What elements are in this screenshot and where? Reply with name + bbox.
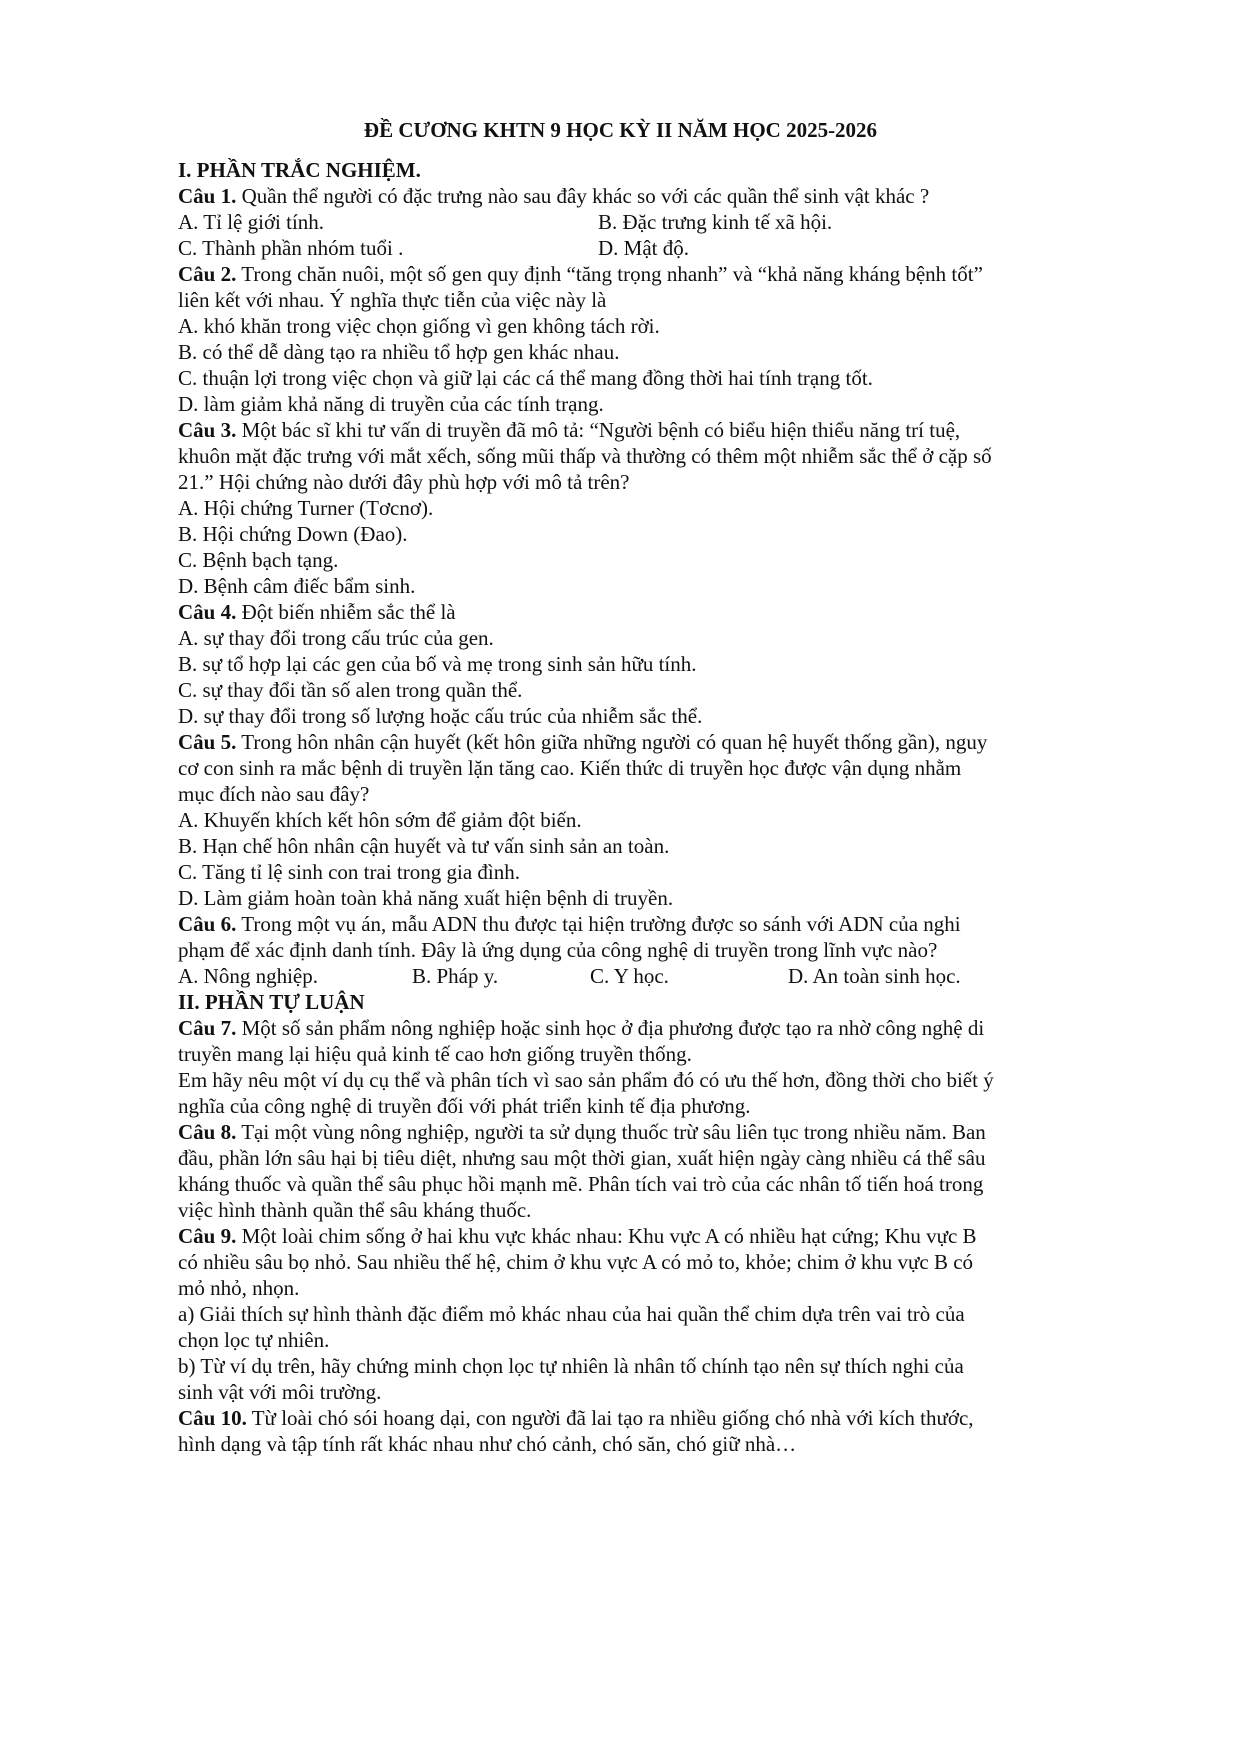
option-a: A. Tỉ lệ giới tính. — [178, 210, 325, 234]
question-6 — [178, 910, 961, 938]
option-d: D. sự thay đổi trong số lượng hoặc cấu trúc của nhiễm sắc thể. — [178, 704, 703, 728]
question-10 — [178, 1404, 974, 1432]
option-c: C. sự thay đổi tần số alen trong quần thể. — [178, 678, 523, 702]
option-d: D. làm giảm khả năng di truyền của các tính trạng. — [178, 392, 604, 416]
question-label: Câu 6. — [178, 912, 237, 936]
option-c: C. Y học. — [590, 964, 669, 988]
option-d: D. Làm giảm hoàn toàn khả năng xuất hiện bệnh di truyền. — [178, 886, 674, 910]
question-stem-line: mục đích nào sau đây? — [178, 782, 370, 806]
question-text-line: hình dạng và tập tính rất khác nhau như chó cảnh, chó săn, chó giữ nhà… — [178, 1432, 797, 1456]
option-b: B. Hạn chế hôn nhân cận huyết và tư vấn sinh sản an toàn. — [178, 834, 670, 858]
question-text-line: truyền mang lại hiệu quả kinh tế cao hơn giống truyền thống. — [178, 1042, 692, 1066]
question-text-line: sinh vật với môi trường. — [178, 1380, 382, 1404]
option-d: D. Mật độ. — [598, 236, 689, 260]
option-d: D. An toàn sinh học. — [788, 964, 961, 988]
question-stem: Đột biến nhiễm sắc thể là — [236, 600, 456, 624]
question-8 — [178, 1118, 986, 1146]
section-heading-essay: II. PHẦN TỰ LUẬN — [178, 990, 365, 1014]
option-b: B. Hội chứng Down (Đao). — [178, 522, 408, 546]
option-a: A. khó khăn trong việc chọn giống vì gen không tách rời. — [178, 314, 660, 338]
option-a: A. Khuyến khích kết hôn sớm để giảm đột biến. — [178, 808, 582, 832]
question-stem-line: 21.” Hội chứng nào dưới đây phù hợp với mô tả trên? — [178, 470, 630, 494]
question-text-line: mỏ nhỏ, nhọn. — [178, 1276, 300, 1300]
option-a: A. sự thay đổi trong cấu trúc của gen. — [178, 626, 494, 650]
question-label: Câu 9. — [178, 1224, 237, 1248]
question-text-line: a) Giải thích sự hình thành đặc điểm mỏ khác nhau của hai quần thể chim dựa trên vai trò của — [178, 1302, 965, 1326]
question-stem-line: liên kết với nhau. Ý nghĩa thực tiễn của việc này là — [178, 288, 607, 312]
option-c: C. thuận lợi trong việc chọn và giữ lại các cá thể mang đồng thời hai tính trạng tốt. — [178, 366, 873, 390]
question-5 — [178, 728, 987, 756]
option-c: C. Thành phần nhóm tuổi . — [178, 236, 404, 260]
option-b: B. Đặc trưng kinh tế xã hội. — [598, 210, 833, 234]
question-text-line: chọn lọc tự nhiên. — [178, 1328, 330, 1352]
option-d: D. Bệnh câm điếc bẩm sinh. — [178, 574, 416, 598]
question-text-line: b) Từ ví dụ trên, hãy chứng minh chọn lọc tự nhiên là nhân tố chính tạo nên sự thích nghi của — [178, 1354, 964, 1378]
question-stem-line: khuôn mặt đặc trưng với mắt xếch, sống mũi thấp và thường có thêm một nhiễm sắc thể ở cặp số — [178, 444, 992, 468]
question-label: Câu 1. — [178, 184, 237, 208]
question-text: Từ loài chó sói hoang dại, con người đã lai tạo ra nhiều giống chó nhà với kích thước, — [246, 1406, 974, 1430]
question-label: Câu 10. — [178, 1406, 247, 1430]
option-a: A. Nông nghiệp. — [178, 964, 318, 988]
question-text-line: Em hãy nêu một ví dụ cụ thể và phân tích vì sao sản phẩm đó có ưu thế hơn, đồng thời cho biết ý — [178, 1068, 994, 1092]
question-label: Câu 8. — [178, 1120, 237, 1144]
document-title: ĐỀ CƯƠNG KHTN 9 HỌC KỲ II NĂM HỌC 2025-2026 — [363, 118, 878, 142]
question-3 — [178, 416, 960, 444]
option-c: C. Tăng tỉ lệ sinh con trai trong gia đình. — [178, 860, 520, 884]
question-stem: Trong chăn nuôi, một số gen quy định “tăng trọng nhanh” và “khả năng kháng bệnh tốt” — [236, 262, 983, 286]
question-text-line: nghĩa của công nghệ di truyền đối với phát triển kinh tế địa phương. — [178, 1094, 751, 1118]
question-text: Tại một vùng nông nghiệp, người ta sử dụng thuốc trừ sâu liên tục trong nhiều năm. Ban — [236, 1120, 986, 1144]
option-c: C. Bệnh bạch tạng. — [178, 548, 339, 572]
question-9 — [178, 1222, 977, 1250]
question-text-line: đầu, phần lớn sâu hại bị tiêu diệt, nhưng sau một thời gian, xuất hiện ngày càng nhiều cá thể sâu — [178, 1146, 986, 1170]
option-b: B. sự tổ hợp lại các gen của bố và mẹ trong sinh sản hữu tính. — [178, 652, 697, 676]
question-7 — [178, 1014, 984, 1042]
option-a: A. Hội chứng Turner (Tơcnơ). — [178, 496, 434, 520]
question-stem-line: cơ con sinh ra mắc bệnh di truyền lặn tăng cao. Kiến thức di truyền học được vận dụng nhằm — [178, 756, 962, 780]
question-stem: Trong hôn nhân cận huyết (kết hôn giữa những người có quan hệ huyết thống gần), nguy — [236, 730, 988, 754]
question-label: Câu 4. — [178, 600, 237, 624]
question-text-line: kháng thuốc và quần thể sâu phục hồi mạnh mẽ. Phân tích vai trò của các nhân tố tiến hoá trong — [178, 1172, 984, 1196]
question-stem: Một bác sĩ khi tư vấn di truyền đã mô tả: “Người bệnh có biểu hiện thiểu năng trí tuệ, — [236, 418, 961, 442]
question-text-line: việc hình thành quần thể sâu kháng thuốc. — [178, 1198, 532, 1222]
question-label: Câu 5. — [178, 730, 237, 754]
question-4 — [178, 598, 456, 626]
question-2 — [178, 260, 983, 288]
question-text: Một loài chim sống ở hai khu vực khác nhau: Khu vực A có nhiều hạt cứng; Khu vực B — [236, 1224, 977, 1248]
question-label: Câu 3. — [178, 418, 237, 442]
question-stem: Trong một vụ án, mẫu ADN thu được tại hiện trường được so sánh với ADN của nghi — [236, 912, 961, 936]
question-text-line: có nhiều sâu bọ nhỏ. Sau nhiều thế hệ, chim ở khu vực A có mỏ to, khỏe; chim ở khu vực B có — [178, 1250, 974, 1274]
question-text: Một số sản phẩm nông nghiệp hoặc sinh học ở địa phương được tạo ra nhờ công nghệ di — [236, 1016, 985, 1040]
question-stem: Quần thể người có đặc trưng nào sau đây khác so với các quần thể sinh vật khác ? — [236, 184, 930, 208]
question-stem-line: phạm để xác định danh tính. Đây là ứng dụng của công nghệ di truyền trong lĩnh vực nào? — [178, 938, 938, 962]
question-1 — [178, 182, 929, 210]
question-label: Câu 7. — [178, 1016, 237, 1040]
option-b: B. có thể dễ dàng tạo ra nhiều tổ hợp gen khác nhau. — [178, 340, 620, 364]
question-label: Câu 2. — [178, 262, 237, 286]
section-heading-multiple-choice: I. PHẦN TRẮC NGHIỆM. — [178, 158, 421, 182]
option-b: B. Pháp y. — [412, 964, 499, 988]
